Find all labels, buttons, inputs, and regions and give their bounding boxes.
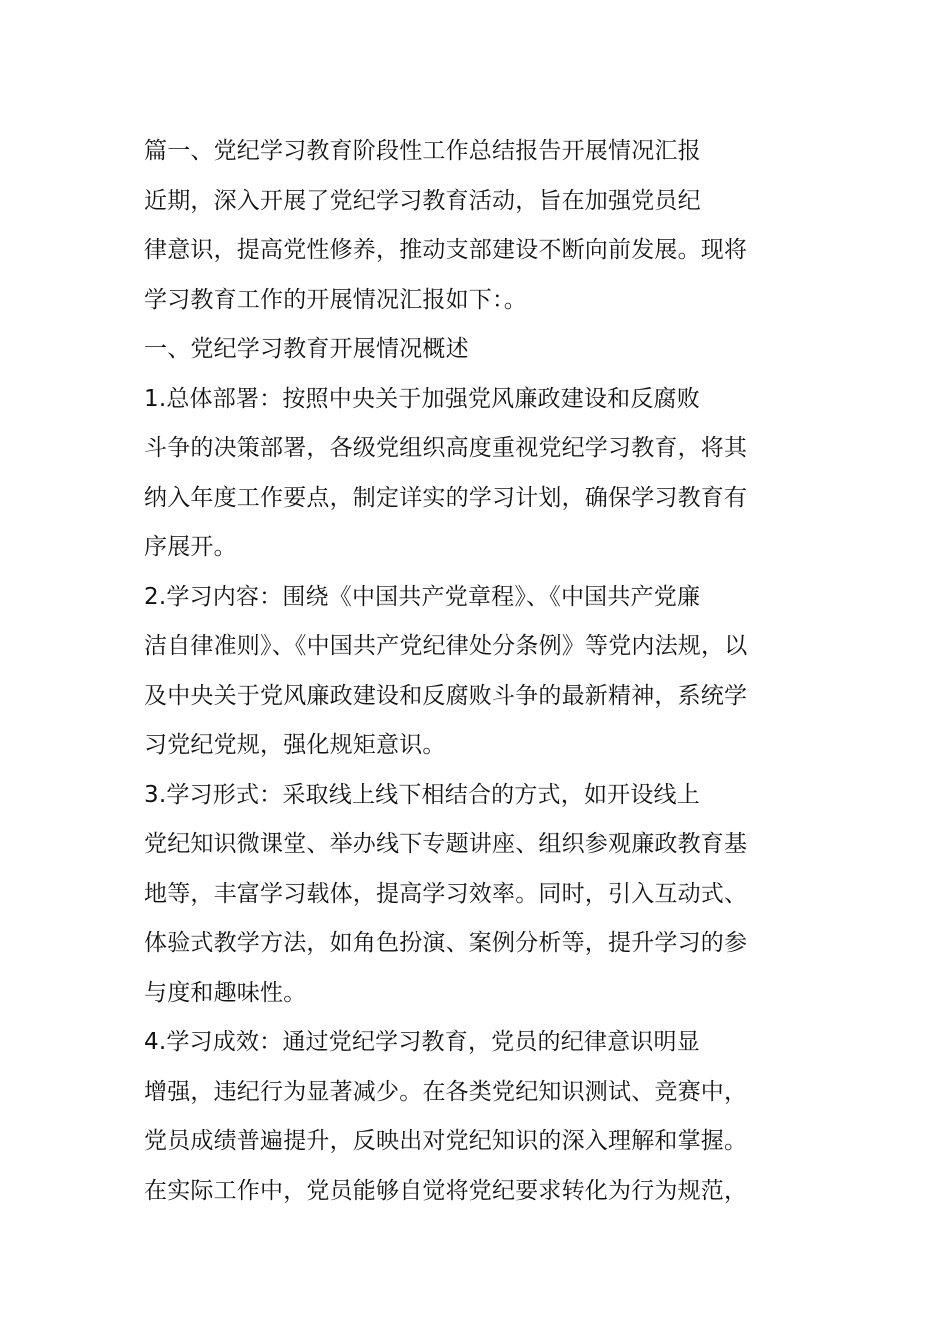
paragraph-line: 体验式教学方法，如角色扮演、案例分析等，提升学习的参 (144, 930, 748, 956)
section-heading: 一、党纪学习教育开展情况概述 (144, 336, 469, 362)
paragraph-line: 党员成绩普遍提升，反映出对党纪知识的深入理解和掌握。 (144, 1128, 748, 1154)
paragraph-line: 序展开。 (144, 534, 237, 560)
paragraph-line: 4.学习成效：通过党纪学习教育，党员的纪律意识明显 (144, 1029, 700, 1055)
document-body (144, 127, 824, 1216)
paragraph-line: 党纪知识微课堂、举办线下专题讲座、组织参观廉政教育基 (144, 831, 748, 857)
paragraph-line: 及中央关于党风廉政建设和反腐败斗争的最新精神，系统学 (144, 682, 748, 709)
document-title: 篇一、党纪学习教育阶段性工作总结报告开展情况汇报 (144, 138, 701, 164)
paragraph-line: 增强，违纪行为显著减少。在各类党纪知识测试、竞赛中， (144, 1078, 748, 1105)
paragraph-line: 斗争的决策部署，各级党组织高度重视党纪学习教育，将其 (144, 435, 748, 461)
paragraph-line: 习党纪党规，强化规矩意识。 (144, 732, 446, 758)
paragraph-line: 学习教育工作的开展情况汇报如下：。 (144, 286, 527, 313)
paragraph-line: 在实际工作中，党员能够自觉将党纪要求转化为行为规范， (144, 1177, 748, 1204)
paragraph-line: 律意识，提高党性修养，推动支部建设不断向前发展。现将 (144, 237, 748, 263)
paragraph-line: 1.总体部署：按照中央关于加强党风廉政建设和反腐败 (144, 385, 700, 412)
paragraph-line: 近期，深入开展了党纪学习教育活动，旨在加强党员纪 (144, 187, 701, 214)
paragraph-line: 洁自律准则》、《中国共产党纪律处分条例》等党内法规，以 (144, 633, 748, 659)
paragraph-line: 纳入年度工作要点，制定详实的学习计划，确保学习教育有 (144, 484, 748, 511)
paragraph-line: 地等，丰富学习载体，提高学习效率。同时，引入互动式、 (144, 880, 748, 907)
paragraph-line: 与度和趣味性。 (144, 979, 307, 1006)
paragraph-line: 3.学习形式：采取线上线下相结合的方式，如开设线上 (144, 781, 700, 808)
paragraph-line: 2.学习内容：围绕《中国共产党章程》、《中国共产党廉 (144, 583, 701, 610)
